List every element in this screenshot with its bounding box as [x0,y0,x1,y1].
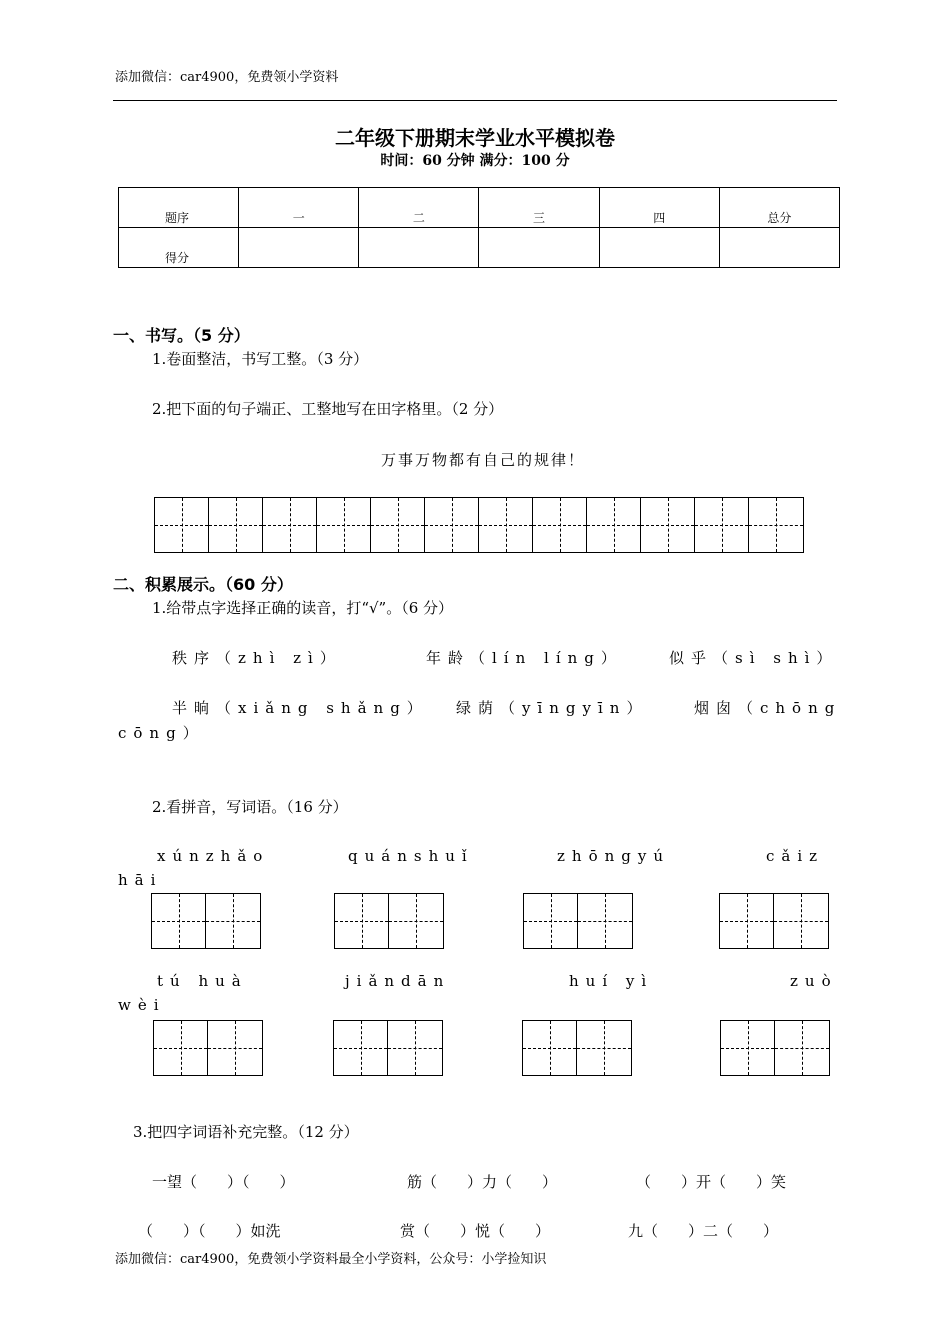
tianzi-grid-word[interactable] [333,1020,443,1076]
idiom-blank: 赏（ ）悦（ ） [400,1222,551,1240]
tianzi-grid-word[interactable] [151,893,261,949]
pinyin-label: xúnzhǎo [157,847,270,865]
exam-title: 二年级下册期末学业水平模拟卷 [335,126,615,150]
tianzi-cell[interactable] [775,1021,829,1075]
pinyin-label: tú huà [157,972,248,990]
idiom-blank: （ ）开（ ）笑 [636,1173,787,1191]
reading-item: 烟囱（chōng [694,699,842,717]
tianzi-grid-word[interactable] [522,1020,632,1076]
score-table-score-row [119,228,840,268]
section1-q1: 1.卷面整洁，书写工整。（3 分） [152,350,369,368]
score-header-cell: 三 [479,188,599,228]
tianzi-cell[interactable] [389,894,443,948]
reading-item: 半晌（xiǎng shǎng） [172,699,429,717]
score-cell[interactable] [479,228,599,268]
tianzi-cell[interactable] [524,894,578,948]
tianzi-grid-word[interactable] [719,893,829,949]
score-cell[interactable] [599,228,719,268]
reading-item: 年龄（lín líng） [426,649,623,667]
tianzi-cell[interactable] [209,498,263,552]
footer-note: 添加微信：car4900，免费领小学资料最全小学资料，公众号：小学捡知识 [115,1252,547,1267]
copy-sentence: 万事万物都有自己的规律！ [381,451,586,469]
tianzi-grid-sentence[interactable] [154,497,804,553]
tianzi-cell[interactable] [774,894,828,948]
idiom-blank: 一望（ ）（ ） [152,1173,295,1191]
pinyin-label: cǎiz [766,847,825,865]
tianzi-cell[interactable] [587,498,641,552]
score-cell[interactable] [239,228,359,268]
tianzi-cell[interactable] [425,498,479,552]
header-note: 添加微信：car4900，免费领小学资料 [115,70,339,85]
reading-item: 绿荫（yīngyīn） [456,699,649,717]
tianzi-cell[interactable] [695,498,749,552]
score-header-cell: 四 [599,188,719,228]
score-header-cell: 题序 [119,188,239,228]
tianzi-grid-word[interactable] [720,1020,830,1076]
tianzi-cell[interactable] [721,1021,775,1075]
tianzi-cell[interactable] [388,1021,442,1075]
score-header-cell: 一 [239,188,359,228]
tianzi-cell[interactable] [155,498,209,552]
tianzi-grid-word[interactable] [153,1020,263,1076]
score-cell[interactable] [359,228,479,268]
section2-q2: 2.看拼音，写词语。（16 分） [152,798,348,816]
idiom-blank: （ ）（ ）如洗 [138,1222,281,1240]
pinyin-label: jiǎndān [345,972,451,990]
section2-q1: 1.给带点字选择正确的读音，打“√”。（6 分） [152,599,454,617]
tianzi-cell[interactable] [206,894,260,948]
score-row-label: 得分 [119,228,239,268]
exam-subtitle: 时间：60 分钟 满分：100 分 [380,153,570,169]
section1-title: 一、书写。（5 分） [113,326,250,345]
score-table-header-row [119,188,840,228]
tianzi-cell[interactable] [720,894,774,948]
section1-q2: 2.把下面的句子端正、工整地写在田字格里。（2 分） [152,400,504,418]
pinyin-label: hāi [118,871,163,889]
tianzi-cell[interactable] [578,894,632,948]
reading-item: 秩序（zhì zì） [172,649,342,667]
pinyin-label: huí yì [569,972,654,990]
pinyin-label: zhōngyú [557,847,670,865]
tianzi-cell[interactable] [371,498,425,552]
pinyin-label: wèi [118,996,166,1014]
reading-item: 似乎（sì shì） [669,649,839,667]
score-table [118,187,840,268]
tianzi-cell[interactable] [263,498,317,552]
reading-item: cōng） [118,724,205,742]
tianzi-cell[interactable] [577,1021,631,1075]
tianzi-cell[interactable] [154,1021,208,1075]
tianzi-cell[interactable] [334,1021,388,1075]
tianzi-cell[interactable] [208,1021,262,1075]
tianzi-cell[interactable] [152,894,206,948]
tianzi-cell[interactable] [749,498,803,552]
score-cell[interactable] [719,228,839,268]
tianzi-cell[interactable] [641,498,695,552]
tianzi-cell[interactable] [335,894,389,948]
score-header-cell: 总分 [719,188,839,228]
pinyin-label: zuò [790,972,838,990]
tianzi-cell[interactable] [523,1021,577,1075]
header-divider [113,100,837,101]
idiom-blank: 九（ ）二（ ） [628,1222,779,1240]
idiom-blank: 筋（ ）力（ ） [407,1173,558,1191]
tianzi-grid-word[interactable] [523,893,633,949]
section2-q3: 3.把四字词语补充完整。（12 分） [133,1123,359,1141]
score-header-cell: 二 [359,188,479,228]
tianzi-cell[interactable] [533,498,587,552]
tianzi-cell[interactable] [479,498,533,552]
pinyin-label: quánshuǐ [348,847,474,865]
tianzi-grid-word[interactable] [334,893,444,949]
section2-title: 二、积累展示。（60 分） [113,575,293,594]
tianzi-cell[interactable] [317,498,371,552]
